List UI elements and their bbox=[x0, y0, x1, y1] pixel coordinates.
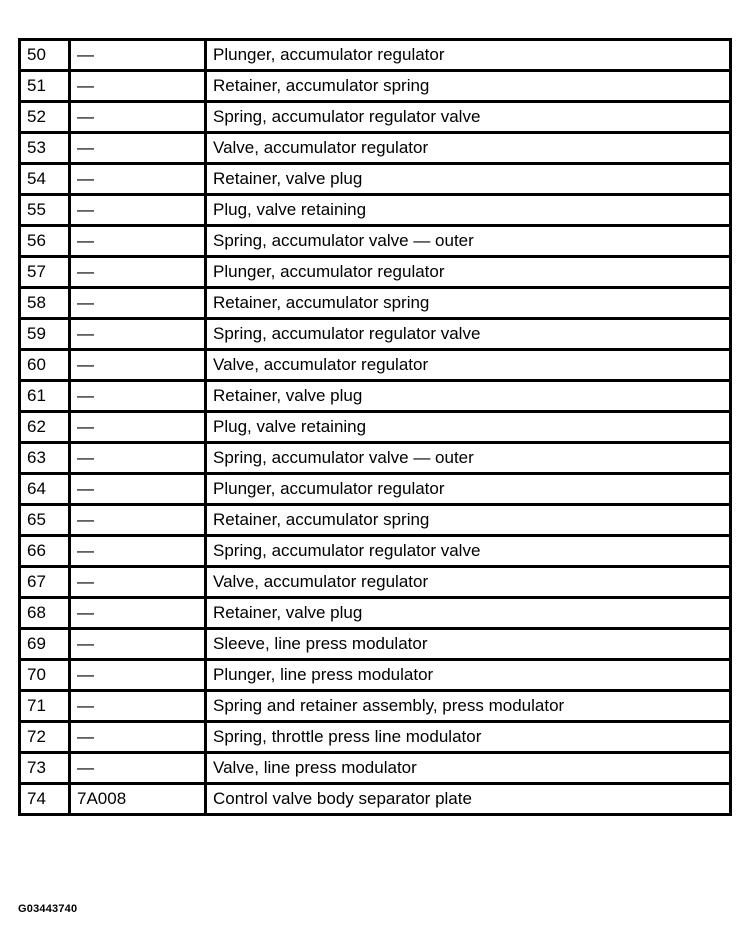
table-row bbox=[20, 443, 731, 474]
description-cell: Plunger, accumulator regulator bbox=[206, 257, 731, 288]
description-cell: Spring, accumulator regulator valve bbox=[206, 102, 731, 133]
part-number-cell: — bbox=[70, 474, 206, 505]
item-number-cell: 52 bbox=[20, 102, 70, 133]
part-number-cell: — bbox=[70, 257, 206, 288]
part-number-cell: — bbox=[70, 412, 206, 443]
part-number-cell: — bbox=[70, 102, 206, 133]
table-row bbox=[20, 784, 731, 815]
part-number-cell: — bbox=[70, 598, 206, 629]
table-row bbox=[20, 412, 731, 443]
part-number-cell: — bbox=[70, 567, 206, 598]
item-number-cell: 55 bbox=[20, 195, 70, 226]
table-row bbox=[20, 598, 731, 629]
item-number-cell: 72 bbox=[20, 722, 70, 753]
part-number-cell: — bbox=[70, 660, 206, 691]
description-cell: Retainer, accumulator spring bbox=[206, 505, 731, 536]
description-cell: Valve, accumulator regulator bbox=[206, 350, 731, 381]
table-row bbox=[20, 350, 731, 381]
part-number-cell: — bbox=[70, 133, 206, 164]
table-row bbox=[20, 753, 731, 784]
part-number-cell: — bbox=[70, 40, 206, 71]
item-number-cell: 63 bbox=[20, 443, 70, 474]
table-row bbox=[20, 288, 731, 319]
part-number-cell: — bbox=[70, 288, 206, 319]
description-cell: Plug, valve retaining bbox=[206, 412, 731, 443]
part-number-cell: — bbox=[70, 753, 206, 784]
description-cell: Spring, accumulator regulator valve bbox=[206, 319, 731, 350]
item-number-cell: 50 bbox=[20, 40, 70, 71]
part-number-cell: — bbox=[70, 164, 206, 195]
description-cell: Valve, accumulator regulator bbox=[206, 133, 731, 164]
item-number-cell: 62 bbox=[20, 412, 70, 443]
part-number-cell: — bbox=[70, 195, 206, 226]
description-cell: Spring, accumulator valve — outer bbox=[206, 226, 731, 257]
table-row bbox=[20, 195, 731, 226]
part-number-cell: — bbox=[70, 319, 206, 350]
part-number-cell: — bbox=[70, 381, 206, 412]
part-number-cell: — bbox=[70, 722, 206, 753]
description-cell: Plug, valve retaining bbox=[206, 195, 731, 226]
description-cell: Plunger, line press modulator bbox=[206, 660, 731, 691]
table-row bbox=[20, 133, 731, 164]
part-number-cell: — bbox=[70, 226, 206, 257]
item-number-cell: 60 bbox=[20, 350, 70, 381]
item-number-cell: 70 bbox=[20, 660, 70, 691]
description-cell: Retainer, accumulator spring bbox=[206, 288, 731, 319]
item-number-cell: 73 bbox=[20, 753, 70, 784]
table-row bbox=[20, 567, 731, 598]
table-row bbox=[20, 536, 731, 567]
item-number-cell: 71 bbox=[20, 691, 70, 722]
part-number-cell: — bbox=[70, 505, 206, 536]
description-cell: Valve, accumulator regulator bbox=[206, 567, 731, 598]
part-number-cell: — bbox=[70, 629, 206, 660]
parts-table bbox=[18, 38, 732, 816]
table-row bbox=[20, 629, 731, 660]
description-cell: Spring, throttle press line modulator bbox=[206, 722, 731, 753]
figure-id: G03443740 bbox=[18, 903, 78, 915]
item-number-cell: 68 bbox=[20, 598, 70, 629]
table-row bbox=[20, 691, 731, 722]
item-number-cell: 61 bbox=[20, 381, 70, 412]
description-cell: Retainer, valve plug bbox=[206, 381, 731, 412]
table-row bbox=[20, 381, 731, 412]
part-number-cell: — bbox=[70, 71, 206, 102]
table-row bbox=[20, 40, 731, 71]
table-row bbox=[20, 102, 731, 133]
description-cell: Spring, accumulator valve — outer bbox=[206, 443, 731, 474]
item-number-cell: 64 bbox=[20, 474, 70, 505]
description-cell: Retainer, valve plug bbox=[206, 164, 731, 195]
part-number-cell: — bbox=[70, 536, 206, 567]
item-number-cell: 54 bbox=[20, 164, 70, 195]
item-number-cell: 59 bbox=[20, 319, 70, 350]
description-cell: Plunger, accumulator regulator bbox=[206, 474, 731, 505]
part-number-cell: — bbox=[70, 443, 206, 474]
item-number-cell: 69 bbox=[20, 629, 70, 660]
description-cell: Plunger, accumulator regulator bbox=[206, 40, 731, 71]
part-number-cell: — bbox=[70, 691, 206, 722]
table-row bbox=[20, 722, 731, 753]
description-cell: Spring and retainer assembly, press modulator bbox=[206, 691, 731, 722]
description-cell: Retainer, accumulator spring bbox=[206, 71, 731, 102]
item-number-cell: 74 bbox=[20, 784, 70, 815]
item-number-cell: 58 bbox=[20, 288, 70, 319]
description-cell: Valve, line press modulator bbox=[206, 753, 731, 784]
item-number-cell: 51 bbox=[20, 71, 70, 102]
table-row bbox=[20, 71, 731, 102]
table-row bbox=[20, 226, 731, 257]
parts-table-body bbox=[20, 40, 731, 815]
table-row bbox=[20, 164, 731, 195]
table-row bbox=[20, 257, 731, 288]
description-cell: Spring, accumulator regulator valve bbox=[206, 536, 731, 567]
part-number-cell: — bbox=[70, 350, 206, 381]
table-row bbox=[20, 319, 731, 350]
item-number-cell: 65 bbox=[20, 505, 70, 536]
table-row bbox=[20, 474, 731, 505]
item-number-cell: 67 bbox=[20, 567, 70, 598]
item-number-cell: 53 bbox=[20, 133, 70, 164]
description-cell: Control valve body separator plate bbox=[206, 784, 731, 815]
description-cell: Retainer, valve plug bbox=[206, 598, 731, 629]
table-row bbox=[20, 660, 731, 691]
description-cell: Sleeve, line press modulator bbox=[206, 629, 731, 660]
item-number-cell: 66 bbox=[20, 536, 70, 567]
part-number-cell: 7A008 bbox=[70, 784, 206, 815]
table-row bbox=[20, 505, 731, 536]
item-number-cell: 57 bbox=[20, 257, 70, 288]
item-number-cell: 56 bbox=[20, 226, 70, 257]
